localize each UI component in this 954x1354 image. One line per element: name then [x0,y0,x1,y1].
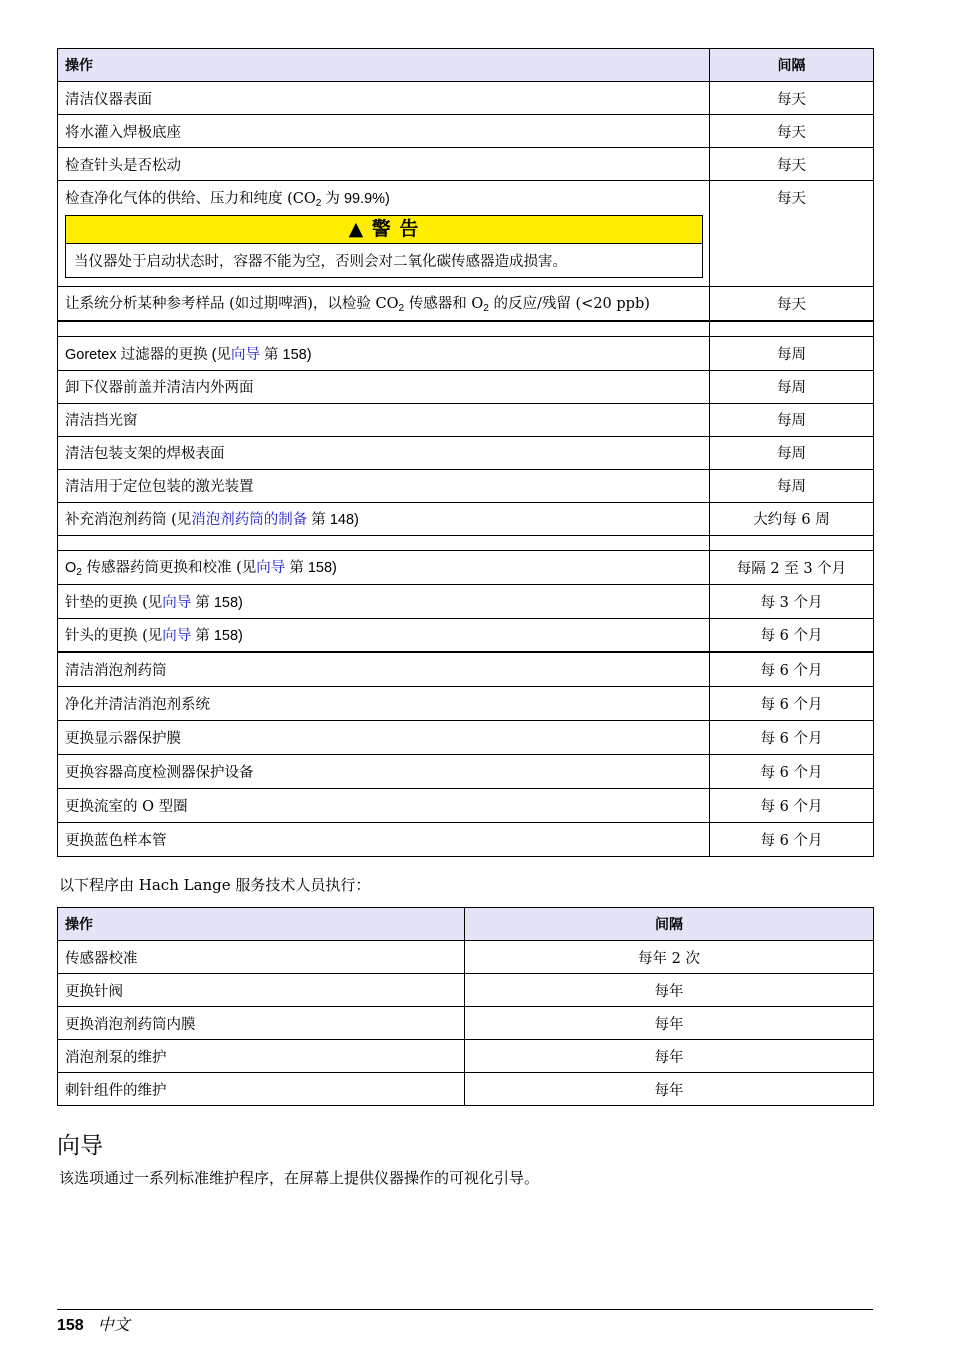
interval-cell: 每天 [710,115,874,148]
interval-cell: 每天 [710,148,874,181]
op-cell: 更换显示器保护膜 [58,720,710,754]
table-row [58,1040,874,1073]
row-separator [58,321,874,337]
op-cell: 刺针组件的维护 [58,1073,465,1106]
op-cell: 检查针头是否松动 [58,148,710,181]
link-guide[interactable]: 向导 [162,628,192,645]
op-cell: 清洁挡光窗 [58,403,710,436]
table-row [58,584,874,618]
op-cell: 清洁包装支架的焊极表面 [58,436,710,469]
table-row [58,1007,874,1040]
header-operation: 操作 [58,908,465,941]
op-cell: 针头的更换 (见向导 第 158) [58,618,710,652]
service-intro: 以下程序由 Hach Lange 服务技术人员执行： [59,876,371,894]
op-cell: 将水灌入焊极底座 [58,115,710,148]
op-cell: 更换针阀 [58,974,465,1007]
interval-cell: 每天 [710,287,874,321]
table-row [58,788,874,822]
interval-cell: 每周 [710,469,874,502]
table-row-co2 [58,181,874,287]
interval-cell: 每年 [465,974,874,1007]
interval-cell: 每年 [465,1073,874,1106]
interval-cell: 每 6 个月 [710,754,874,788]
interval-cell: 每天 [710,181,874,287]
op-cell: 补充消泡剂药筒 (见消泡剂药筒的制备 第 148) [58,502,710,535]
interval-cell: 每周 [710,370,874,403]
op-cell: 清洁仪器表面 [58,82,710,115]
op-cell: 更换消泡剂药筒内膜 [58,1007,465,1040]
interval-cell: 每天 [710,82,874,115]
row-separator [58,535,874,550]
link-antifoam-prep[interactable]: 消泡剂药筒的制备 [191,512,308,528]
interval-cell: 每 6 个月 [710,686,874,720]
table-row [58,469,874,502]
op-cell: 更换蓝色样本管 [58,822,710,856]
op-cell: 针垫的更换 (见向导 第 158) [58,584,710,618]
table-row [58,618,874,652]
op-cell: $O_2$ 传感器药筒更换和校准 (见向导 第 158) [58,550,710,584]
table-row [58,287,874,321]
header-operation: 操作 [58,49,710,82]
table-row [58,720,874,754]
interval-cell: 每 6 个月 [710,788,874,822]
table-row [58,370,874,403]
footer-rule [57,1309,873,1310]
link-guide[interactable]: 向导 [230,346,260,363]
interval-cell: 每年 2 次 [465,941,874,974]
table-row [58,502,874,535]
interval-cell: 每周 [710,403,874,436]
op-cell: 让系统分析某种参考样品 (如过期啤酒)，以检验 $CO_2$ 传感器和 $O_2$ 的反应/残留 (<20 ppb) [58,287,710,321]
op-cell: Goretex 过滤器的更换 (见向导 第 158) [58,336,710,370]
op-cell: 清洁消泡剂药筒 [58,652,710,686]
interval-cell: 每 6 个月 [710,720,874,754]
page-footer [57,1312,130,1335]
table-row [58,941,874,974]
table-row [58,550,874,584]
op-cell [58,181,710,287]
service-table [57,907,874,1106]
table-row [58,436,874,469]
warning-text: 当仪器处于启动状态时，容器不能为空，否则会对二氧化碳传感器造成损害。 [74,254,567,270]
maintenance-table [57,48,874,857]
interval-cell: 每 6 个月 [710,618,874,652]
co2-purity-text: 检查净化气体的供给、压力和纯度 ($CO_2$ 为 99.9%) [65,191,390,209]
interval-cell: 每年 [465,1040,874,1073]
table-row [58,1073,874,1106]
link-guide[interactable]: 向导 [162,594,192,611]
table-row [58,336,874,370]
warning-box [65,215,703,278]
op-cell: 更换容器高度检测器保护设备 [58,754,710,788]
warning-title: ▲ 警 告 [66,216,702,244]
op-cell: 清洁用于定位包装的激光装置 [58,469,710,502]
interval-cell: 每隔 2 至 3 个月 [710,550,874,584]
op-cell: 更换流室的 O 型圈 [58,788,710,822]
table-row [58,822,874,856]
page-number: 158 [57,1317,84,1334]
table-row [58,652,874,686]
interval-cell: 每 3 个月 [710,584,874,618]
table-row [58,686,874,720]
table-row [58,403,874,436]
link-guide[interactable]: 向导 [256,560,286,576]
footer-language: 中文 [97,1315,130,1334]
interval-cell: 大约每 6 周 [710,502,874,535]
op-cell: 传感器校准 [58,941,465,974]
table-row [58,82,874,115]
interval-cell: 每 6 个月 [710,822,874,856]
interval-cell: 每年 [465,1007,874,1040]
interval-cell: 每周 [710,336,874,370]
interval-cell: 每 6 个月 [710,652,874,686]
header-interval: 间隔 [465,908,874,941]
table-row [58,754,874,788]
interval-cell: 每周 [710,436,874,469]
table-row [58,148,874,181]
table-row [58,115,874,148]
section-title: 向导 [57,1133,103,1159]
op-cell: 卸下仪器前盖并清洁内外两面 [58,370,710,403]
table-row [58,974,874,1007]
op-cell: 净化并清洁消泡剂系统 [58,686,710,720]
section-text: 该选项通过一系列标准维护程序，在屏幕上提供仪器操作的可视化引导。 [59,1169,540,1187]
op-cell: 消泡剂泵的维护 [58,1040,465,1073]
header-interval: 间隔 [710,49,874,82]
